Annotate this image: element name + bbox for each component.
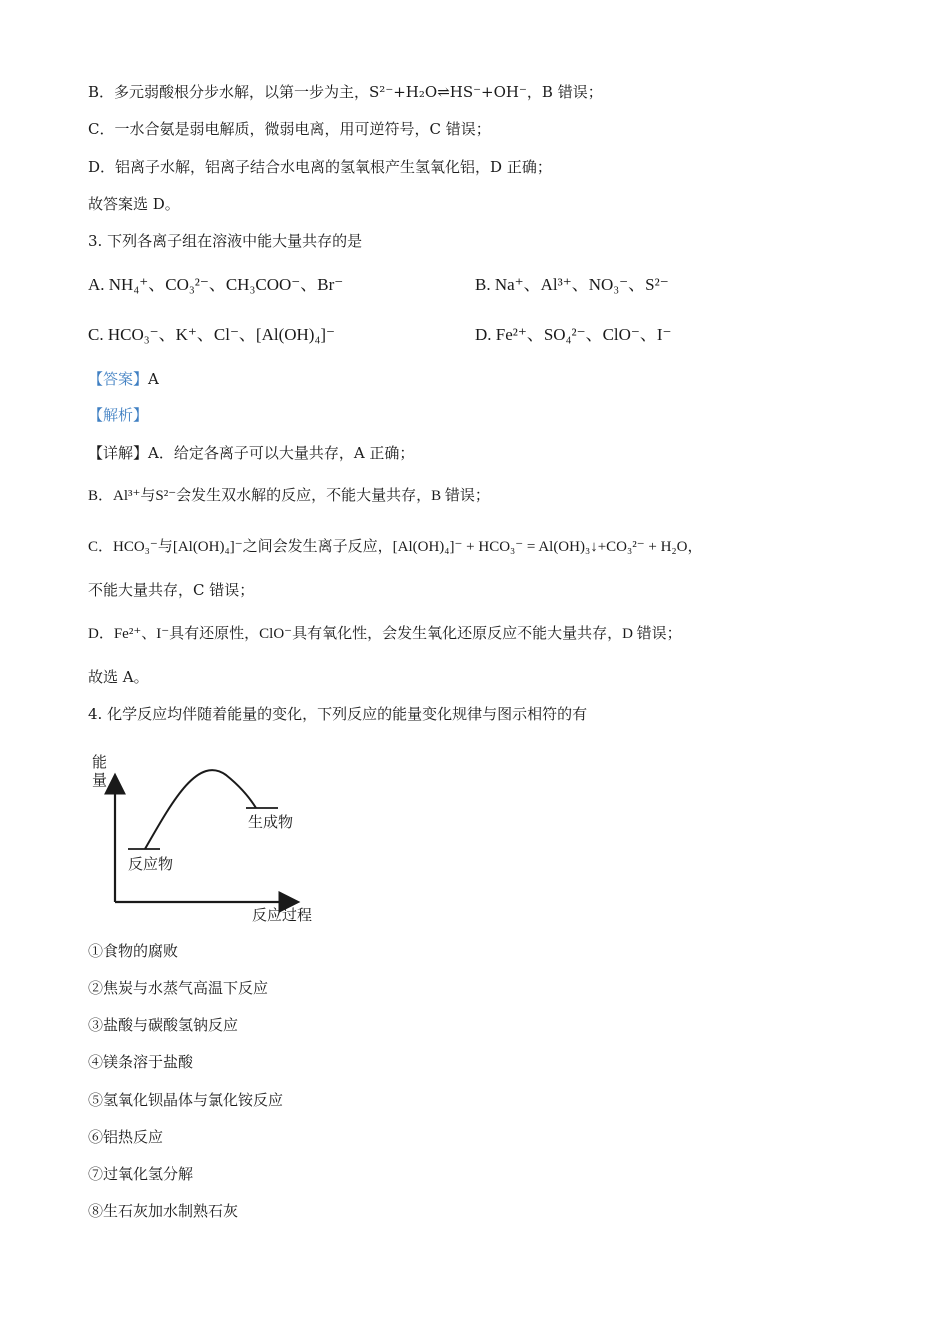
option-3: ③盐酸与碳酸氢钠反应 xyxy=(88,1016,239,1034)
line-d-prev: D．铝离子水解，铝离子结合水电离的氢氧根产生氢氧化铝，D 正确； xyxy=(88,158,552,176)
option-1: ①食物的腐败 xyxy=(88,942,179,960)
conclusion: 故选 A。 xyxy=(88,668,149,686)
detail-d: D．Fe²⁺、I⁻具有还原性，ClO⁻具有氧化性，会发生氧化还原反应不能大量共存，D 错误； xyxy=(88,626,682,642)
option-4: ④镁条溶于盐酸 xyxy=(88,1053,194,1071)
detail-c: C．HCO₃⁻与[Al(OH)₄]⁻之间会发生离子反应，[Al(OH)₄]⁻ + HCO₃⁻ = Al(OH)₃↓+CO₃²⁻ + H₂O， xyxy=(88,539,703,555)
option-8: ⑧生石灰加水制熟石灰 xyxy=(88,1202,239,1220)
line-answer-prev: 故答案选 D。 xyxy=(88,195,180,213)
y-axis-label-2: 量 xyxy=(92,771,108,789)
option-2: ②焦炭与水蒸气高温下反应 xyxy=(88,979,269,997)
q3-option-c: C. HCO₃⁻、K⁺、Cl⁻、[Al(OH)₄]⁻ xyxy=(88,325,336,344)
option-5: ⑤氢氧化钡晶体与氯化铵反应 xyxy=(88,1091,284,1109)
energy-diagram xyxy=(88,745,338,925)
q3-option-d: D. Fe²⁺、SO₄²⁻、ClO⁻、I⁻ xyxy=(475,325,672,344)
line-c-prev: C．一水合氨是弱电解质，微弱电离，用可逆符号，C 错误； xyxy=(88,120,491,138)
line-b-prev: B．多元弱酸根分步水解，以第一步为主，S²⁻+H₂O⇌HS⁻+OH⁻，B 错误； xyxy=(88,83,603,101)
detail-b: B．Al³⁺与S²⁻会发生双水解的反应，不能大量共存，B 错误； xyxy=(88,488,490,504)
q3-option-a: A. NH₄⁺、CO₃²⁻、CH₃COO⁻、Br⁻ xyxy=(88,275,344,294)
option-7: ⑦过氧化氢分解 xyxy=(88,1165,194,1183)
answer-tag: 【答案】 xyxy=(88,370,149,388)
y-axis-label-1: 能 xyxy=(92,753,108,771)
energy-curve xyxy=(145,770,256,849)
answer-value: A xyxy=(148,370,159,388)
question-4: 4. 化学反应均伴随着能量的变化，下列反应的能量变化规律与图示相符的有 xyxy=(88,705,588,723)
question-3: 3. 下列各离子组在溶液中能大量共存的是 xyxy=(88,232,363,250)
analysis-tag: 【解析】 xyxy=(88,406,149,424)
product-label: 生成物 xyxy=(248,813,294,831)
q3-option-b: B. Na⁺、Al³⁺、NO₃⁻、S²⁻ xyxy=(475,275,669,294)
option-6: ⑥铝热反应 xyxy=(88,1128,164,1146)
x-axis-label: 反应过程 xyxy=(252,906,313,924)
answer-line xyxy=(88,367,159,391)
detail-a: 【详解】A．给定各离子可以大量共存，A 正确； xyxy=(88,444,415,462)
detail-c-cont: 不能大量共存，C 错误； xyxy=(88,581,255,599)
reactant-label: 反应物 xyxy=(128,855,174,873)
